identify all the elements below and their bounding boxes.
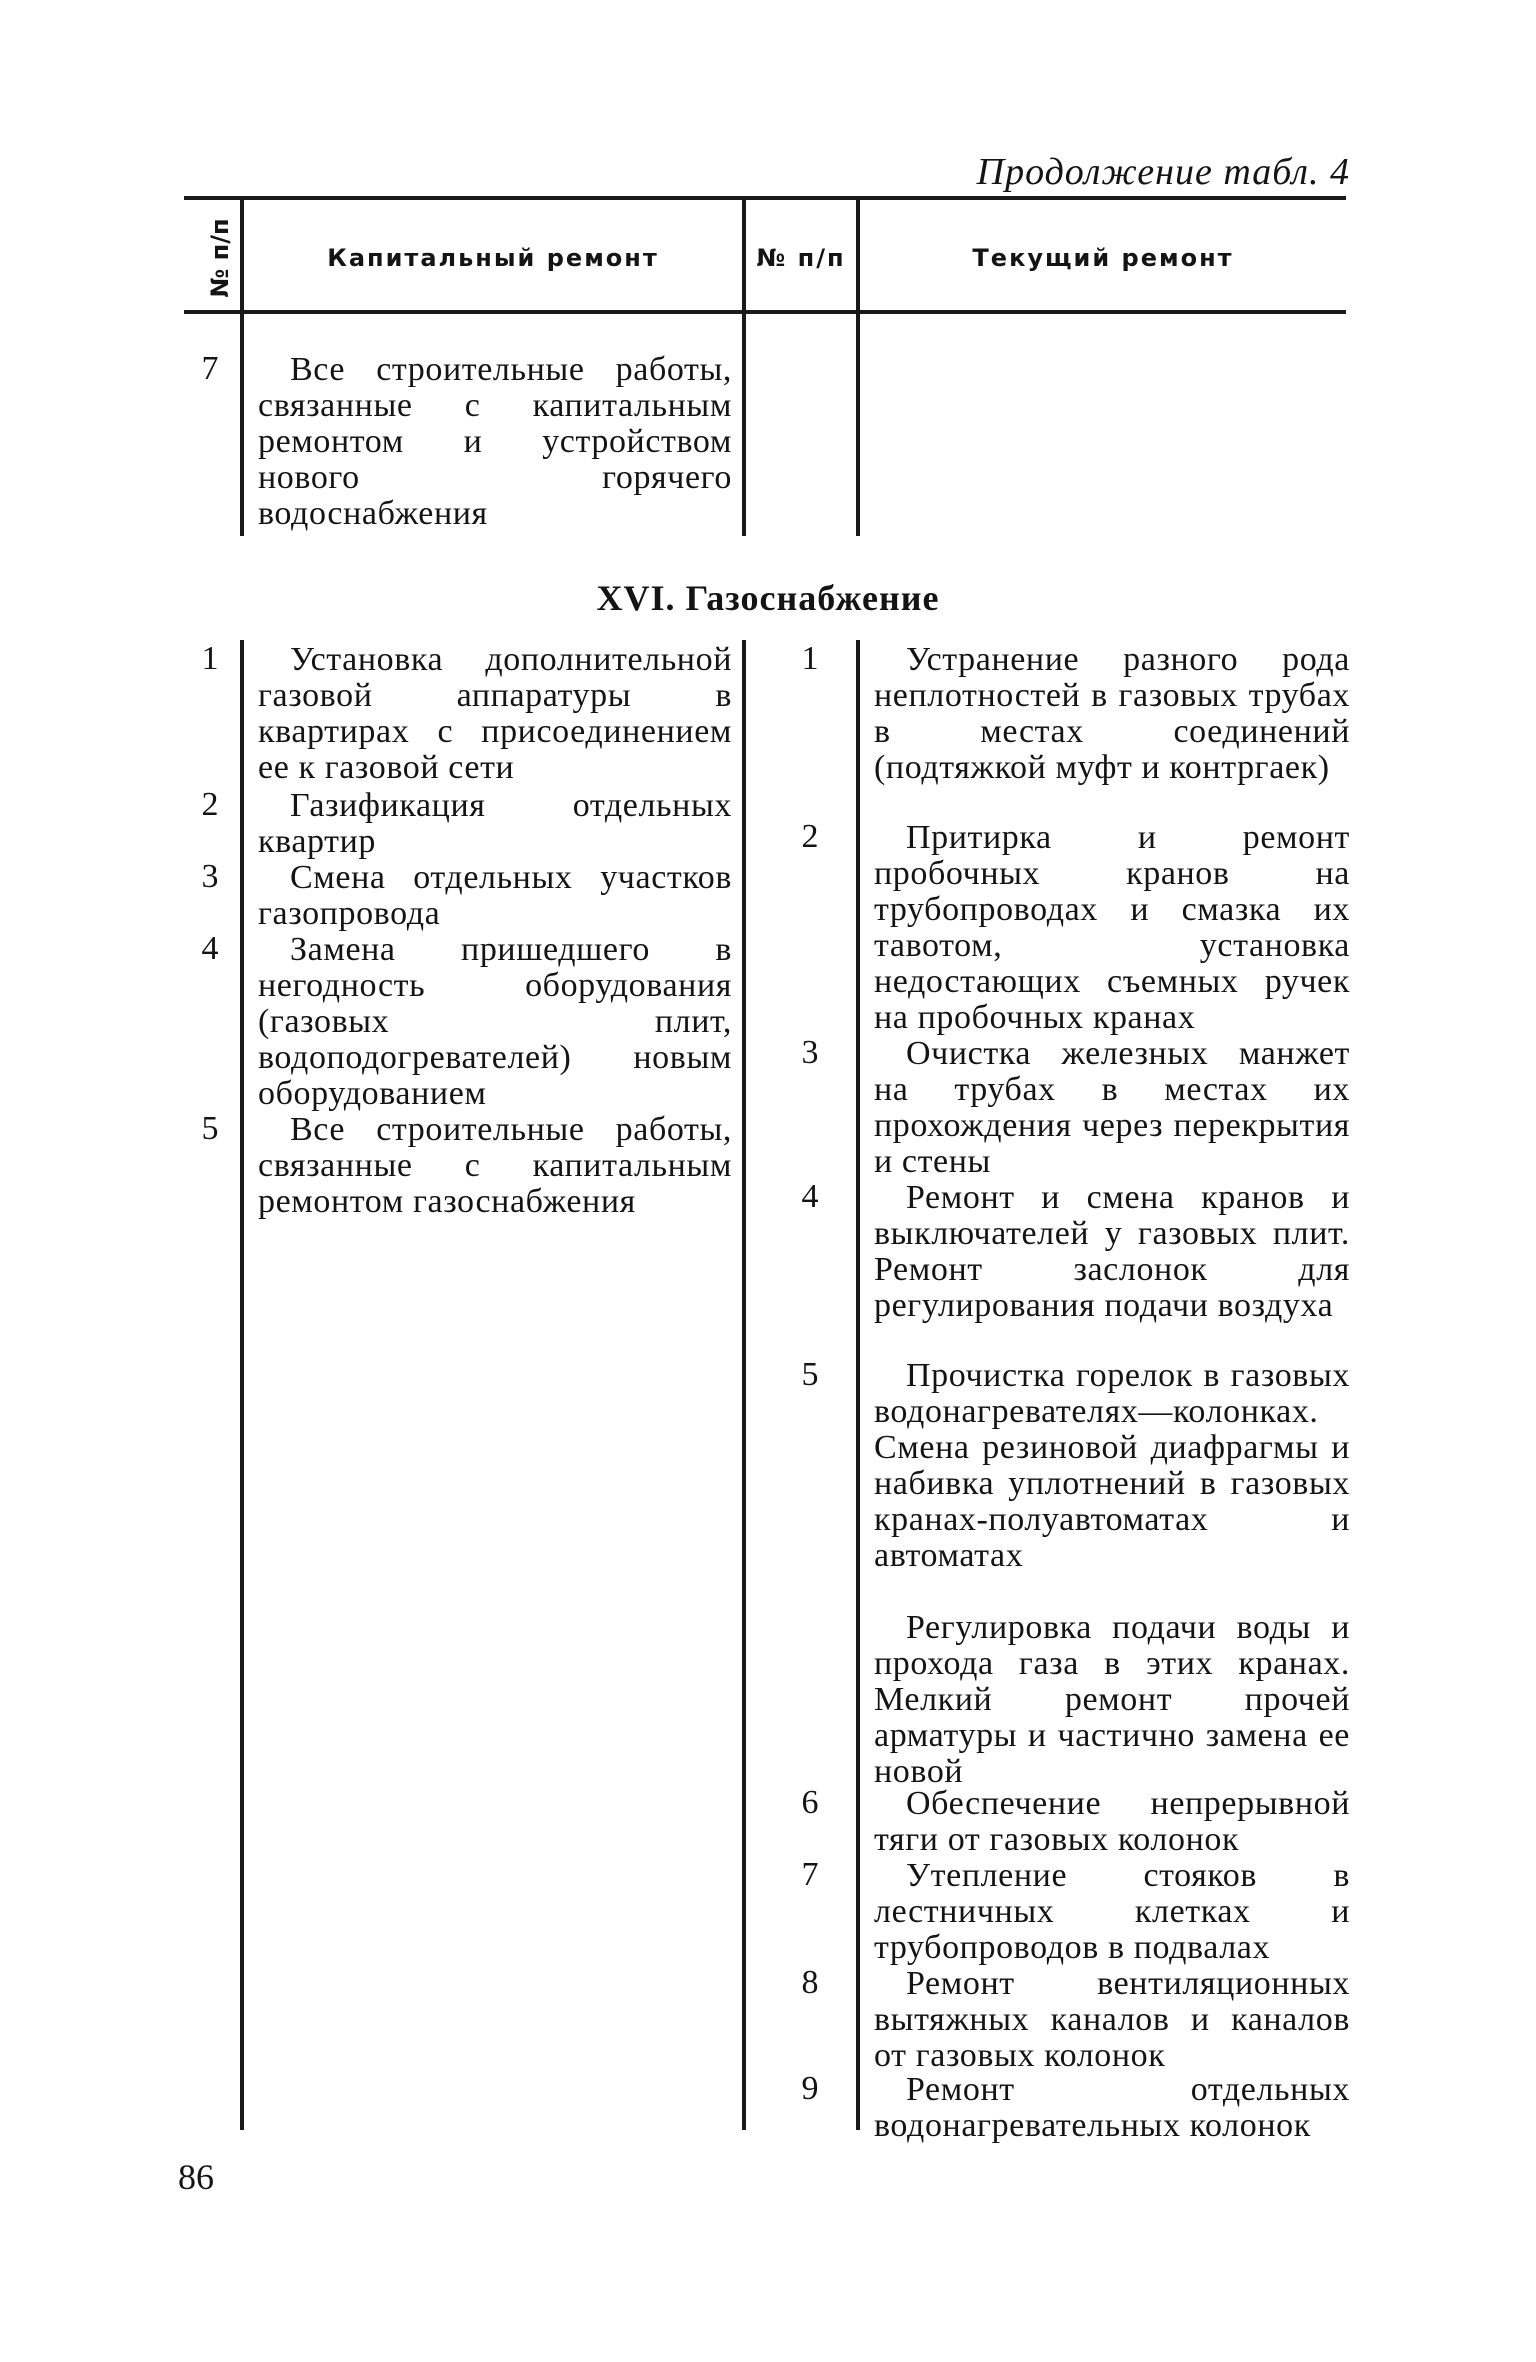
capital-item-number: 2 xyxy=(201,786,219,823)
current-item-number: 6 xyxy=(801,1784,819,1821)
current-item-number: 7 xyxy=(801,1856,819,1893)
capital-item-text: Газификация отдельных квартир xyxy=(258,787,732,860)
current-item-text: Ремонт вентиляционных вытяжных каналов и каналов от газовых колонок xyxy=(874,1965,1350,2074)
column-divider-3-lower xyxy=(856,640,860,2130)
current-item-text: Прочистка горелок в газовых водонагревателях—колонках. Смена резиновой диафрагмы и набивка уплотнений в газовых кранах-полуавтоматах и автоматах xyxy=(874,1357,1350,1574)
capital-item-text: Замена пришедшего в негодность оборудования (газовых плит, водоподогревателей) новым оборудованием xyxy=(258,931,732,1112)
current-item-text: Регулировка подачи воды и прохода газа в этих кранах. Мелкий ремонт прочей арматуры и частично замена ее новой xyxy=(874,1609,1350,1790)
page-number: 86 xyxy=(178,2157,214,2197)
current-item-text: Притирка и ремонт пробочных кранов на трубопроводах и смазка их тавотом, установка недостающих съемных ручек на пробочных кранах xyxy=(874,819,1350,1036)
current-item-number: 1 xyxy=(801,640,819,677)
capital-item-text: Все строительные работы, связанные с капитальным ремонтом газоснабжения xyxy=(258,1111,732,1220)
capital-item-text: Установка дополнительной газовой аппаратуры в квартирах с присоединением ее к газовой сети xyxy=(258,641,732,786)
top-row-number: 7 xyxy=(201,350,219,387)
current-item-number: 5 xyxy=(801,1356,819,1393)
capital-item-number: 3 xyxy=(201,858,219,895)
column-divider-2-lower xyxy=(742,640,746,2130)
current-item-number: 4 xyxy=(801,1178,819,1215)
current-item-text: Ремонт отдельных водонагревательных колонок xyxy=(874,2071,1350,2144)
current-item-text: Ремонт и смена кранов и выключателей у газовых плит. Ремонт заслонок для регулирования подачи воздуха xyxy=(874,1179,1350,1324)
top-row-text: Все строительные работы, связанные с капитальным ремонтом и устройством нового горячего водоснабжения xyxy=(258,351,732,532)
current-item-number: 9 xyxy=(801,2070,819,2107)
capital-item-number: 5 xyxy=(201,1110,219,1147)
table-header-rule xyxy=(184,310,1346,314)
header-capital-repair: Капитальный ремонт xyxy=(327,244,659,272)
header-number-right: № п/п xyxy=(756,244,846,272)
capital-item-text: Смена отдельных участков газопровода xyxy=(258,859,732,932)
current-item-number: 2 xyxy=(801,818,819,855)
header-current-repair: Текущий ремонт xyxy=(972,244,1234,272)
capital-item-number: 1 xyxy=(201,640,219,677)
column-divider-1-lower xyxy=(240,640,244,2130)
current-item-text: Утепление стояков в лестничных клетках и трубопроводов в подвалах xyxy=(874,1857,1350,1966)
header-number-left: № п/п xyxy=(206,218,234,298)
section-title: XVI. Газоснабжение xyxy=(596,578,940,618)
current-item-number: 3 xyxy=(801,1034,819,1071)
current-item-number: 8 xyxy=(801,1964,819,2001)
capital-item-number: 4 xyxy=(201,930,219,967)
table-caption: Продолжение табл. 4 xyxy=(976,151,1350,193)
current-item-text: Очистка железных манжет на трубах в местах их прохождения через перекрытия и стены xyxy=(874,1035,1350,1180)
current-item-text: Обеспечение непрерывной тяги от газовых колонок xyxy=(874,1785,1350,1858)
current-item-text: Устранение разного рода неплотностей в газовых трубах в местах соединений (подтяжкой муфт и контргаек) xyxy=(874,641,1350,786)
table-top-rule xyxy=(184,196,1346,200)
